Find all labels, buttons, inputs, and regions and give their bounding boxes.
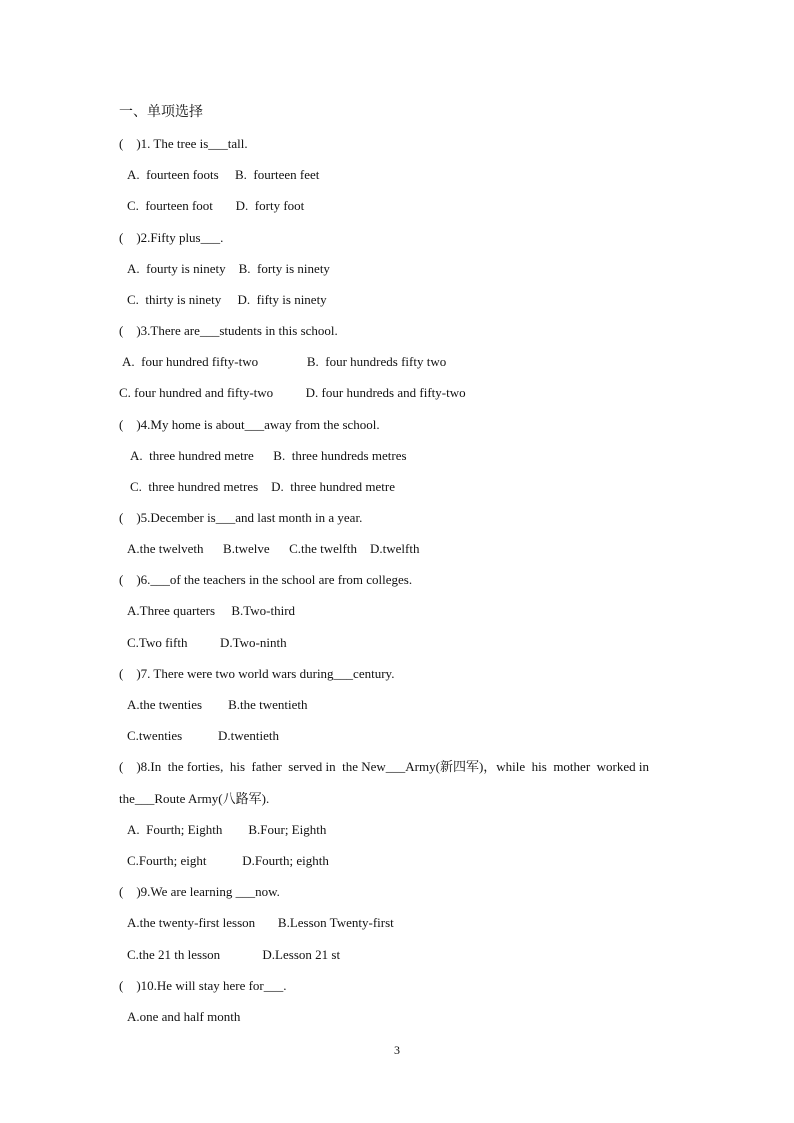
question-6-stem: ( )6.___of the teachers in the school are from colleges. [119,572,413,587]
question-5-options-row-1: A.the twelveth B.twelve C.the twelfth D.twelfth [127,541,420,556]
page-number: 3 [394,1043,400,1057]
question-4-stem: ( )4.My home is about___away from the school. [119,417,380,432]
question-1-options-row-1: A. fourteen foots B. fourteen feet [127,167,320,182]
question-8-options-row-1: A. Fourth; Eighth B.Four; Eighth [127,822,327,837]
question-2-options-row-1: A. fourty is ninety B. forty is ninety [127,261,330,276]
question-10-stem: ( )10.He will stay here for___. [119,978,287,993]
question-8-options-row-2: C.Fourth; eight D.Fourth; eighth [127,853,329,868]
question-7-options-row-1: A.the twenties B.the twentieth [127,697,308,712]
question-4-options-row-1: A. three hundred metre B. three hundreds metres [130,448,407,463]
question-7-options-row-2: C.twenties D.twentieth [127,728,280,743]
question-7-stem: ( )7. There were two world wars during___century. [119,666,395,681]
question-2-options-row-2: C. thirty is ninety D. fifty is ninety [127,292,327,307]
question-1-stem: ( )1. The tree is___tall. [119,136,248,151]
question-6-options-row-1: A.Three quarters B.Two-third [127,603,296,618]
question-1-options-row-2: C. fourteen foot D. forty foot [127,198,305,213]
question-5-stem: ( )5.December is___and last month in a year. [119,510,363,525]
question-9-stem: ( )9.We are learning ___now. [119,884,280,899]
question-2-stem: ( )2.Fifty plus___. [119,230,224,245]
question-10-options-row-1: A.one and half month [127,1009,241,1024]
question-3-options-row-1: A. four hundred fifty-two B. four hundreds fifty two [122,354,447,369]
question-3-options-row-2: C. four hundred and fifty-two D. four hundreds and fifty-two [119,385,466,400]
question-6-options-row-2: C.Two fifth D.Two-ninth [127,635,287,650]
question-9-options-row-1: A.the twenty-first lesson B.Lesson Twenty-first [127,915,394,930]
question-9-options-row-2: C.the 21 th lesson D.Lesson 21 st [127,947,341,962]
question-3-stem: ( )3.There are___students in this school. [119,323,338,338]
section-title: 一、单项选择 [119,104,203,120]
question-4-options-row-2: C. three hundred metres D. three hundred metre [130,479,395,494]
question-8-stem: ( )8.In the forties, his father served in the New___Army(新四军)，while his mother worked in [119,759,649,774]
question-8-stem-continued: the___Route Army(八路军). [119,791,270,806]
